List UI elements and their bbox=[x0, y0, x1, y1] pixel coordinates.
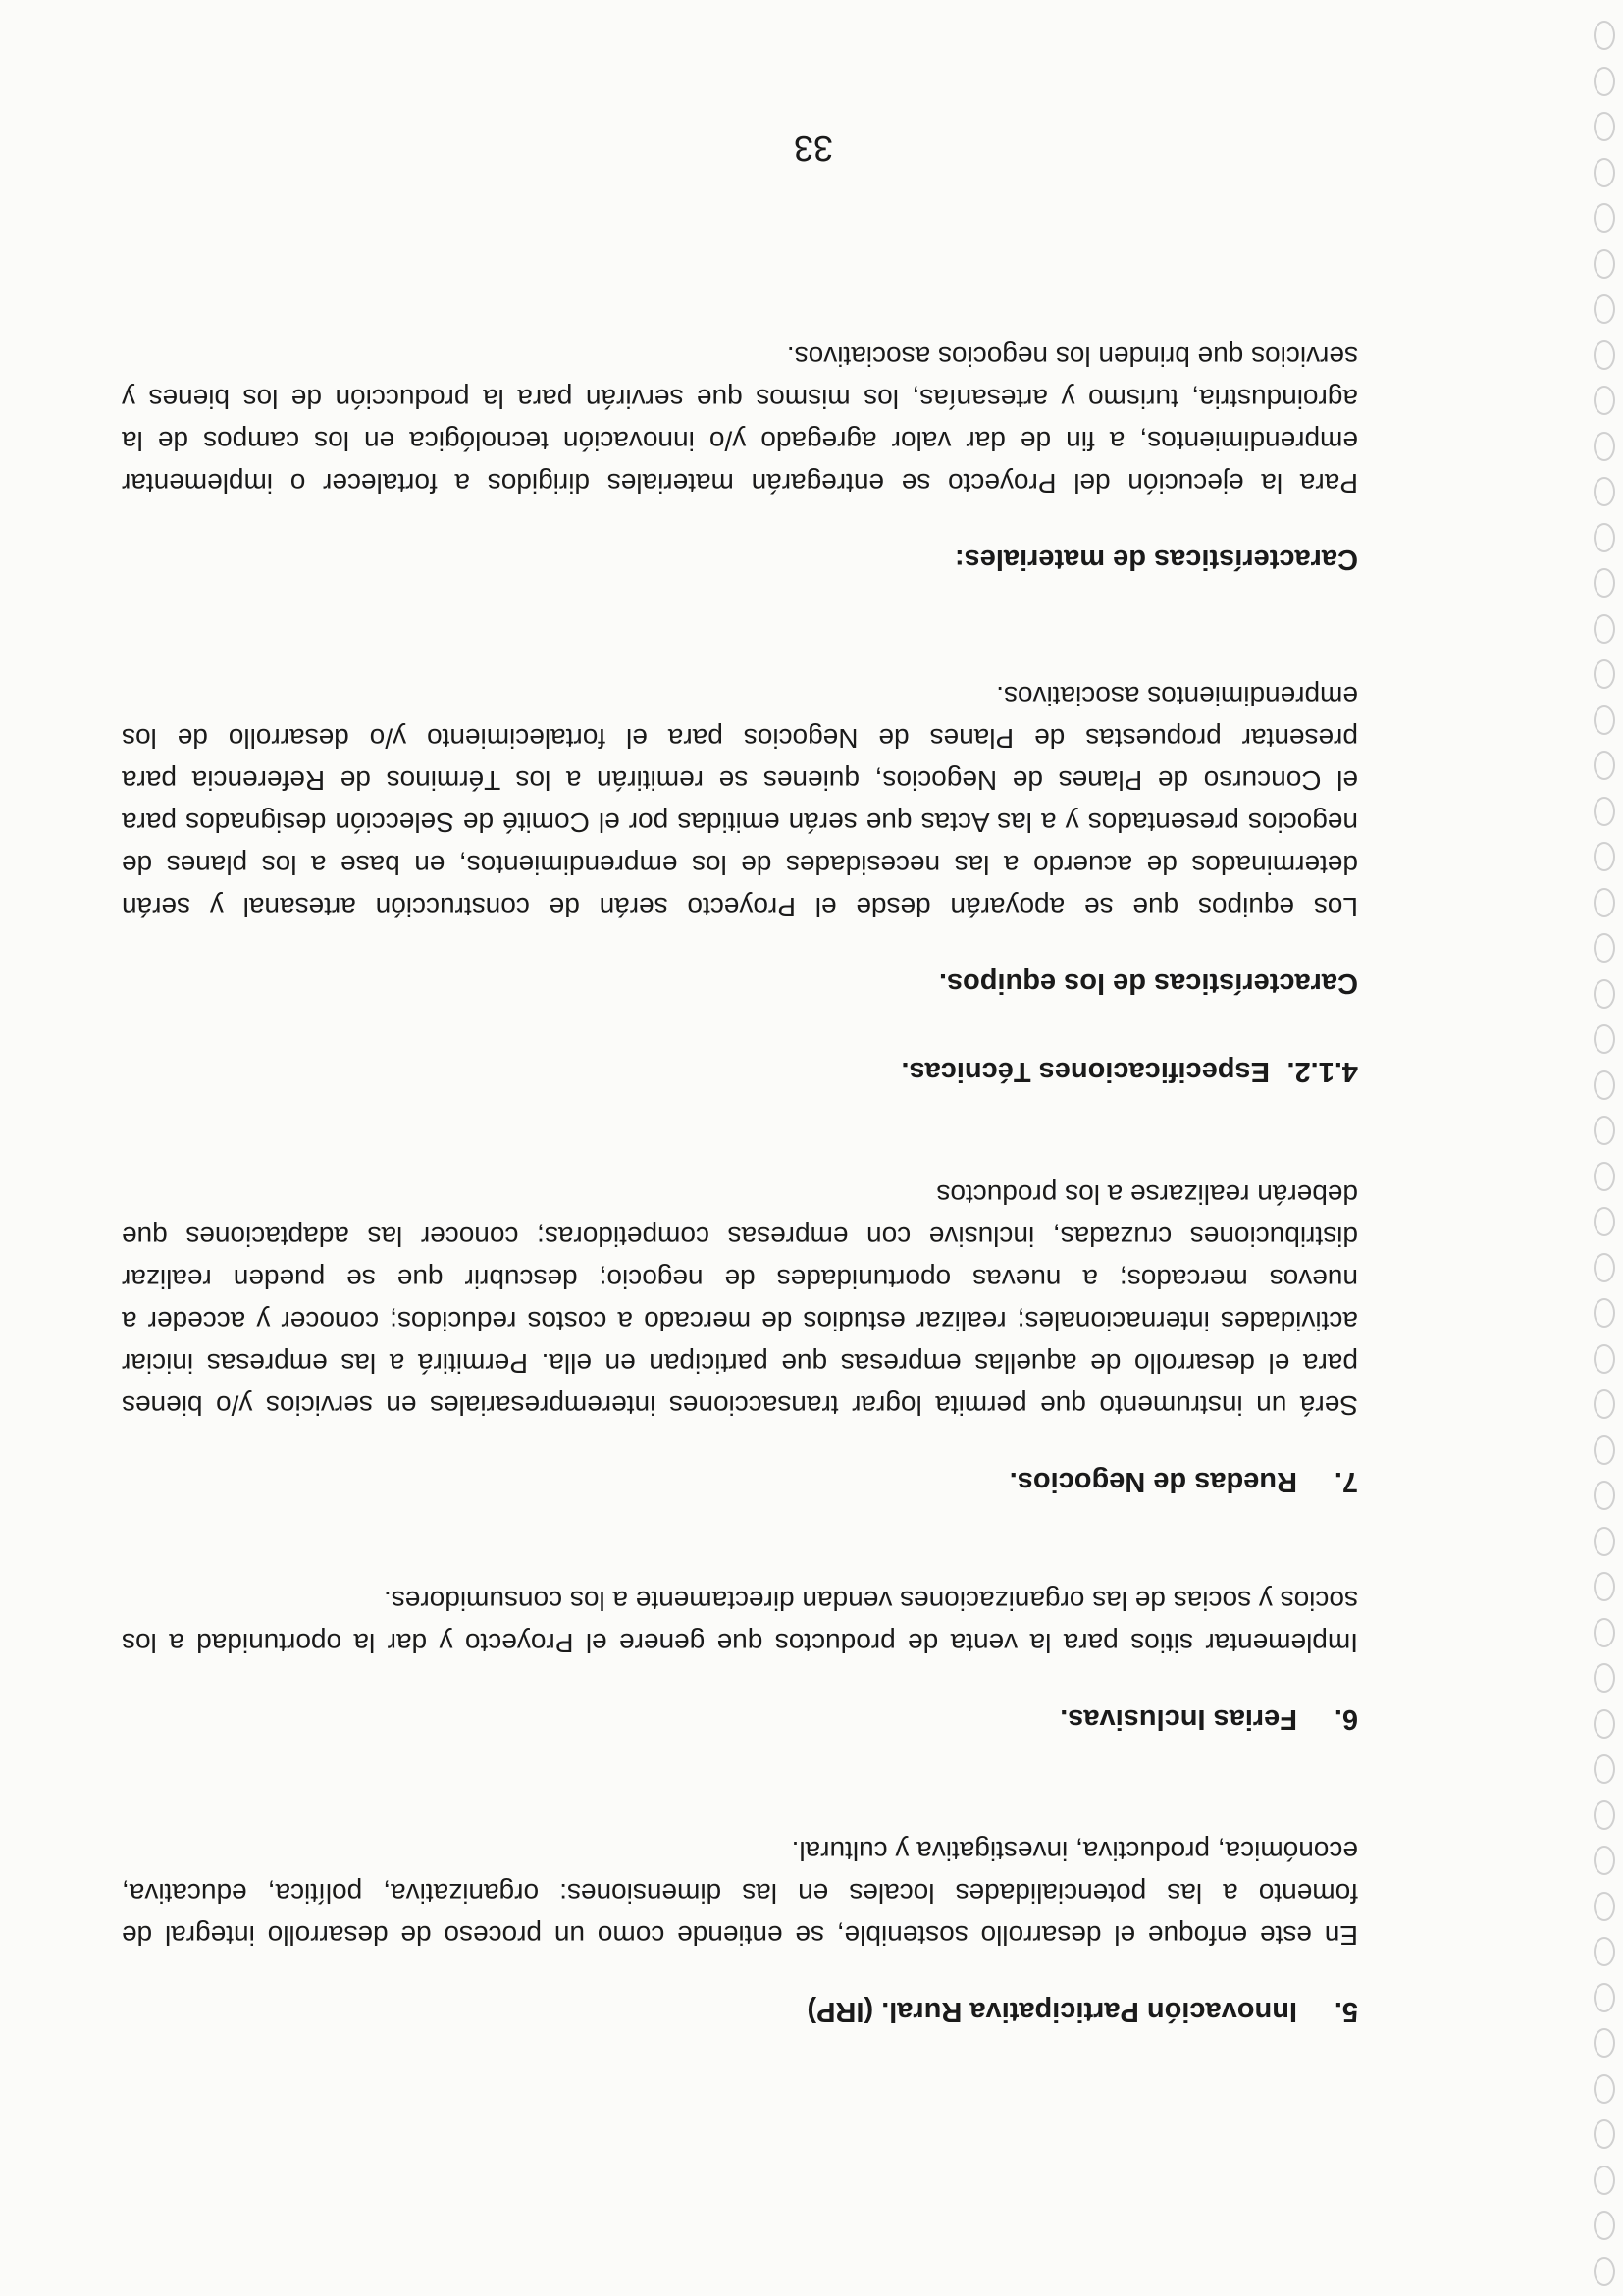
binding-hole bbox=[1594, 478, 1615, 507]
section-body: Implementar sitios para la venta de productos que genere el Proyecto y dar la oportunidad a los socios y socias de las organizaciones vendan directamente a los consumidores. bbox=[122, 1586, 1358, 1658]
binding-hole bbox=[1594, 523, 1615, 552]
binding-hole bbox=[1594, 2212, 1615, 2241]
binding-hole bbox=[1594, 2120, 1615, 2150]
binding-hole bbox=[1594, 752, 1615, 781]
binding-hole bbox=[1594, 1299, 1615, 1329]
binding-hole bbox=[1594, 614, 1615, 644]
binding-hole bbox=[1594, 1025, 1615, 1055]
binding-holes bbox=[1576, 10, 1615, 2286]
binding-hole bbox=[1594, 340, 1615, 370]
binding-hole bbox=[1594, 1253, 1615, 1282]
section-7 bbox=[122, 1174, 1358, 1501]
binding-hole bbox=[1594, 2029, 1615, 2059]
binding-hole bbox=[1594, 1755, 1615, 1785]
subsection-title: Características de materiales: bbox=[954, 544, 1358, 575]
binding-hole bbox=[1594, 888, 1615, 917]
section-6 bbox=[122, 1580, 1358, 1739]
binding-hole bbox=[1594, 2257, 1615, 2286]
section-heading bbox=[122, 1462, 1358, 1501]
binding-hole bbox=[1594, 204, 1615, 234]
binding-hole bbox=[1594, 158, 1615, 187]
section-heading bbox=[122, 1699, 1358, 1739]
binding-hole bbox=[1594, 432, 1615, 461]
section-equipos bbox=[122, 675, 1358, 1003]
binding-hole bbox=[1594, 2166, 1615, 2195]
binding-hole bbox=[1594, 1618, 1615, 1647]
binding-hole bbox=[1594, 113, 1615, 142]
binding-hole bbox=[1594, 67, 1615, 96]
section-body: Los equipos que se apoyarán desde el Proyecto serán de construcción artesanal y serán determinados de acuerdo a las necesidades de los emprendimientos, en base a los planes de negocios presentados y a las Actas que serán emitidas por el Comité de Selección designados para el Concurso de Planes de Negocios, quienes se remitirán a los Términos de Referencia para presentar propuestas de Planes de Negocios para el fortalecimiento y/o desarrollo de los emprendimientos asociativos. bbox=[122, 681, 1358, 922]
section-title: Ferias Inclusivas. bbox=[1060, 1703, 1297, 1735]
section-heading bbox=[122, 1992, 1358, 2031]
binding-hole bbox=[1594, 843, 1615, 872]
section-body: En este enfoque el desarrollo sostenible, se entiende como un proceso de desarrollo integral de fomento a las potencialidades locales en las dimensiones: organizativa, política, educativa, económica, productiva, investigativa y cultural. bbox=[122, 1836, 1358, 1951]
binding-hole bbox=[1594, 1482, 1615, 1511]
binding-hole bbox=[1594, 1390, 1615, 1420]
binding-hole bbox=[1594, 1435, 1615, 1465]
binding-hole bbox=[1594, 934, 1615, 964]
binding-hole bbox=[1594, 797, 1615, 826]
section-materiales bbox=[122, 336, 1358, 579]
binding-hole bbox=[1594, 705, 1615, 735]
section-number: 6. bbox=[1334, 1703, 1358, 1735]
section-number: 7. bbox=[1334, 1466, 1358, 1497]
binding-hole bbox=[1594, 1983, 1615, 2012]
binding-hole bbox=[1594, 1664, 1615, 1694]
section-title: Ruedas de Negocios. bbox=[1009, 1466, 1297, 1497]
subsection-title: Características de los equipos. bbox=[938, 967, 1358, 999]
binding-hole bbox=[1594, 1892, 1615, 1921]
section-heading bbox=[122, 1052, 1358, 1091]
binding-hole bbox=[1594, 1709, 1615, 1739]
binding-hole bbox=[1594, 1070, 1615, 1100]
section-number: 4.1.2. bbox=[1286, 1056, 1358, 1087]
section-title: Innovación Participativa Rural. (IRP) bbox=[807, 1996, 1297, 2027]
binding-hole bbox=[1594, 387, 1615, 416]
binding-hole bbox=[1594, 1162, 1615, 1191]
binding-hole bbox=[1594, 22, 1615, 51]
section-5 bbox=[122, 1830, 1358, 2031]
binding-hole bbox=[1594, 1938, 1615, 1967]
section-number: 5. bbox=[1334, 1996, 1358, 2027]
binding-hole bbox=[1594, 249, 1615, 279]
binding-hole bbox=[1594, 1573, 1615, 1602]
binding-hole bbox=[1594, 569, 1615, 599]
section-body: Será un instrumento que permita lograr transacciones interempresariales en servicios y/o bienes para el desarrollo de aquellas empresas que participan en ella. Permitirá a las empresas iniciar actividades internacionales; realizar estudios de mercado a costos reducidos; conocer y acceder a nuevos mercados; a nuevas oportunidades de negocio; descubrir que se pueden realizar distribuciones cruzadas, inclusive con empresas competidoras; conocer las adaptaciones que deberán realizarse a los productos bbox=[122, 1179, 1358, 1421]
binding-hole bbox=[1594, 1847, 1615, 1876]
binding-hole bbox=[1594, 1527, 1615, 1556]
page-number: 33 bbox=[793, 129, 834, 169]
binding-hole bbox=[1594, 295, 1615, 325]
binding-hole bbox=[1594, 979, 1615, 1009]
binding-hole bbox=[1594, 1208, 1615, 1237]
binding-hole bbox=[1594, 1117, 1615, 1146]
binding-hole bbox=[1594, 660, 1615, 690]
section-body: Para la ejecución del Proyecto se entregarán materiales dirigidos a fortalecer o implementar emprendimientos, a fin de dar valor agregado y/o innovación tecnológica en los campos de la agroindustria, turismo y artesanías, los mismos que servirán para la producción de los bienes y servicios que brinden los negocios asociativos. bbox=[122, 341, 1358, 498]
binding-hole bbox=[1594, 1344, 1615, 1374]
binding-hole bbox=[1594, 1800, 1615, 1830]
section-4-1-2 bbox=[122, 1052, 1358, 1091]
section-title: Especificaciones Técnicas. bbox=[901, 1056, 1270, 1087]
binding-hole bbox=[1594, 2074, 1615, 2104]
